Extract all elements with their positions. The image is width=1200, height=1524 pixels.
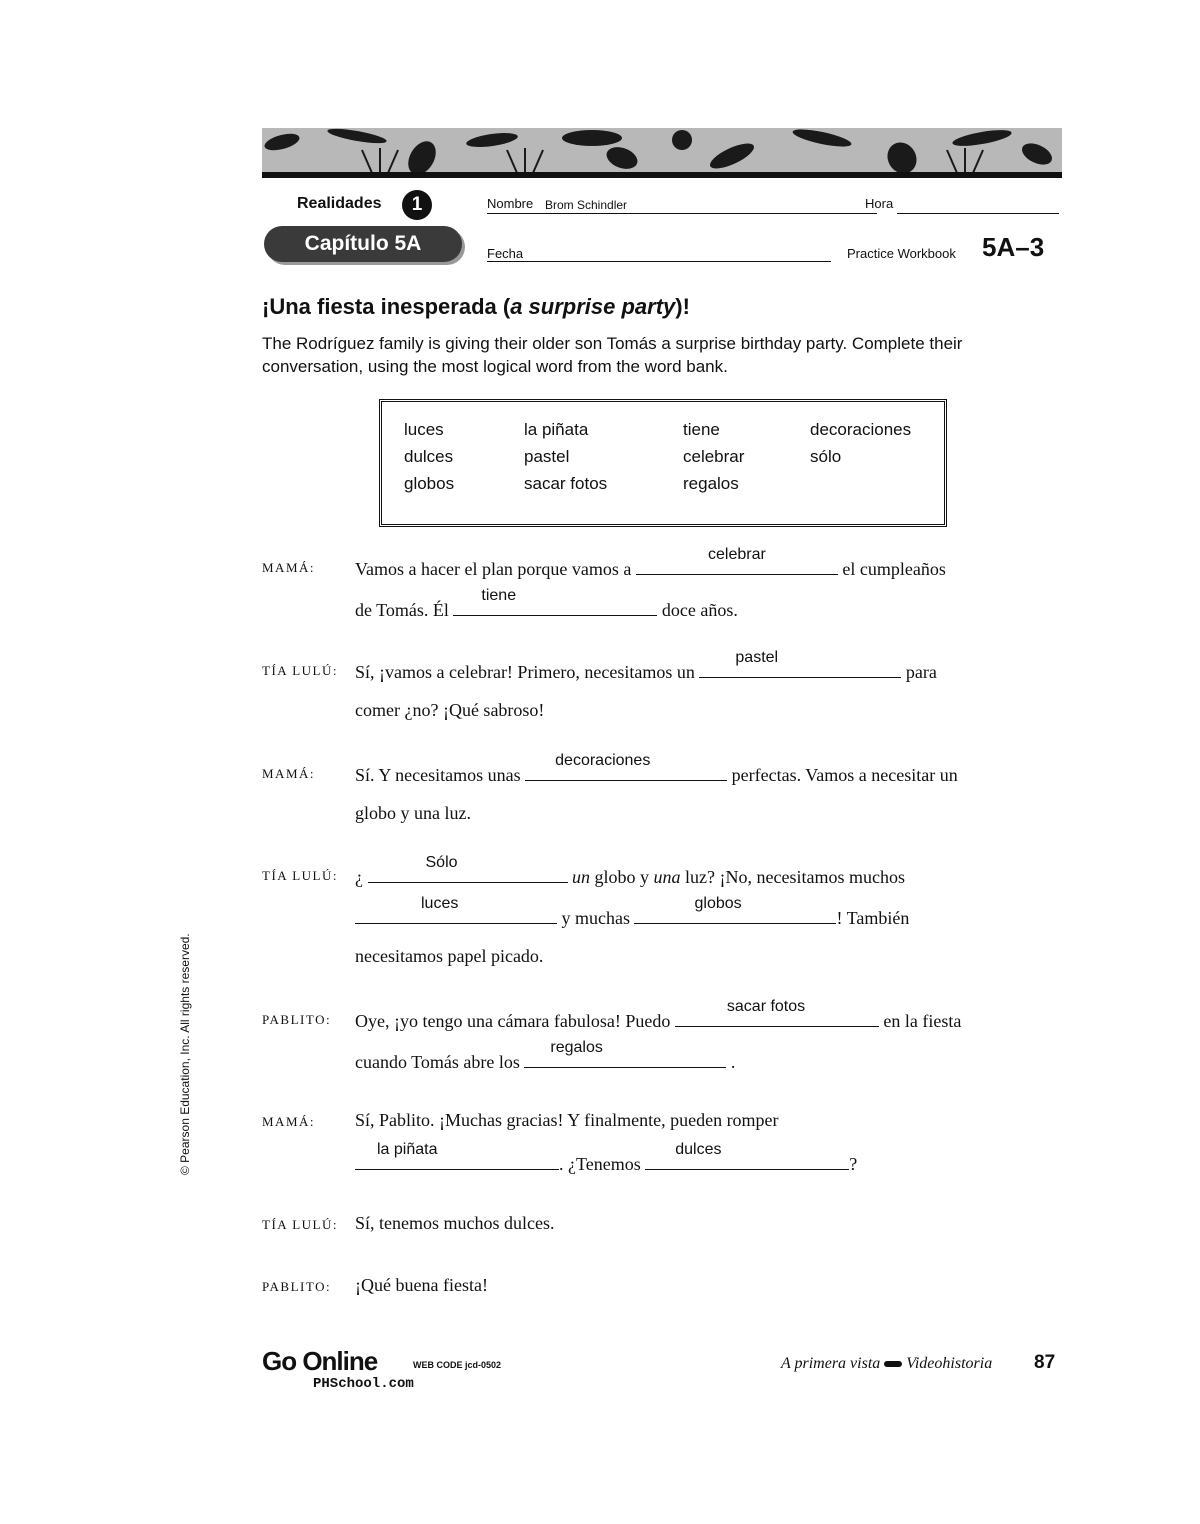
speaker-tia: TÍA LULÚ: [262, 1217, 338, 1232]
speaker-mama: MAMÁ: [262, 1114, 316, 1129]
dialogue-text: Sí. Y necesitamos unas [355, 765, 521, 785]
dialogue-line: ¡Qué buena fiesta! [355, 1275, 488, 1295]
answer-text: celebrar [708, 546, 766, 563]
answer-blank[interactable] [634, 895, 836, 924]
dialogue-line [355, 752, 958, 786]
answer-text: luces [421, 895, 459, 912]
dialogue-text: ¿ [355, 867, 363, 887]
bank-word: dulces [404, 447, 454, 466]
title-text: ¡Una fiesta inesperada ( [262, 294, 511, 319]
chapter-badge: Capítulo 5A [264, 226, 462, 262]
decorative-banner [262, 128, 1062, 178]
answer-blank[interactable] [355, 895, 557, 924]
answer-blank[interactable] [645, 1141, 849, 1170]
word-bank [379, 399, 947, 527]
answer-blank[interactable] [636, 546, 838, 575]
workbook-label: Practice Workbook [847, 246, 956, 261]
bank-word: sólo [810, 447, 842, 466]
answer-text: la piñata [377, 1141, 438, 1158]
dialogue-text: . [730, 1052, 736, 1072]
section-label: A primera vista [781, 1355, 881, 1372]
dialogue-text: cuando Tomás abre los [355, 1052, 520, 1072]
dialogue-line [355, 998, 962, 1032]
title-end: )! [675, 294, 690, 319]
bank-word: tiene [683, 420, 720, 439]
dialogue-text: . ¿Tenemos [559, 1154, 641, 1174]
speaker-pablito: PABLITO: [262, 1012, 332, 1027]
dialogue-line: globo y una luz. [355, 803, 471, 823]
page-title [262, 294, 690, 320]
hour-field[interactable] [897, 213, 1059, 214]
date-field[interactable] [487, 261, 831, 262]
dialogue-text: luz? ¡No, necesitamos muchos [685, 867, 905, 887]
dialogue-text: una [653, 867, 681, 887]
bank-word: celebrar [683, 447, 745, 466]
dialogue-line: Sí, Pablito. ¡Muchas gracias! Y finalmente, pueden romper [355, 1110, 779, 1130]
web-code: WEB CODE jcd-0502 [413, 1360, 502, 1370]
dialogue-line [355, 854, 905, 888]
dialogue-text: globo y [594, 867, 650, 887]
answer-blank[interactable] [453, 587, 657, 616]
instructions: The Rodríguez family is giving their older son Tomás a surprise birthday party. Complete their conversation, using the most logical word from the word bank. [262, 334, 963, 376]
dialogue-text: un [572, 867, 590, 887]
dialogue-text: de Tomás. Él [355, 600, 449, 620]
dialogue-text: el cumpleaños [842, 559, 946, 579]
dialogue-line [355, 649, 937, 683]
dialogue-line [355, 895, 910, 929]
dialogue-text: ? [849, 1154, 858, 1174]
separator-icon [884, 1361, 902, 1367]
site-link[interactable]: PHSchool.com [313, 1376, 414, 1392]
dialogue-line [355, 587, 738, 621]
answer-text: globos [694, 895, 742, 912]
answer-text: Sólo [425, 854, 458, 871]
speaker-tia: TÍA LULÚ: [262, 868, 338, 883]
dialogue-text: ! También [836, 908, 910, 928]
dialogue-line: necesitamos papel picado. [355, 946, 544, 966]
dialogue-line [355, 1039, 736, 1073]
page-number: 87 [1034, 1352, 1056, 1373]
dialogue-text: doce años. [661, 600, 738, 620]
dialogue-text: perfectas. Vamos a necesitar un [731, 765, 958, 785]
speaker-mama: MAMÁ: [262, 766, 316, 781]
answer-text: decoraciones [555, 752, 651, 769]
speaker-mama: MAMÁ: [262, 560, 316, 575]
dialogue-text: en la fiesta [883, 1011, 962, 1031]
bank-word: la piñata [524, 420, 589, 439]
series-label: Realidades [297, 195, 382, 212]
dialogue-line: comer ¿no? ¡Qué sabroso! [355, 700, 545, 720]
name-label: Nombre [487, 196, 534, 211]
workbook-code: 5A–3 [982, 232, 1045, 262]
bank-word: globos [404, 474, 455, 493]
hour-label: Hora [865, 196, 894, 211]
go-online-logo: Go Online [262, 1346, 378, 1376]
dialogue-text: Sí, ¡vamos a celebrar! Primero, necesitamos un [355, 662, 695, 682]
answer-text: pastel [735, 649, 779, 666]
answer-blank[interactable] [524, 1039, 726, 1068]
speaker-tia: TÍA LULÚ: [262, 663, 338, 678]
dialogue-text: para [905, 662, 937, 682]
answer-blank[interactable] [699, 649, 901, 678]
dialogue-line: Sí, tenemos muchos dulces. [355, 1213, 555, 1233]
date-label: Fecha [487, 246, 524, 261]
banner-divider [262, 172, 1062, 178]
footer-section [781, 1355, 992, 1373]
dialogue-text: Vamos a hacer el plan porque vamos a [355, 559, 632, 579]
title-italic: a surprise party [510, 294, 676, 319]
bank-word: pastel [524, 447, 570, 466]
dialogue-text: Oye, ¡yo tengo una cámara fabulosa! Puedo [355, 1011, 671, 1031]
answer-text: tiene [481, 587, 517, 604]
bank-word: decoraciones [810, 420, 912, 439]
level-badge: 1 [402, 190, 432, 220]
bank-word: regalos [683, 474, 739, 493]
dialogue-line [355, 1141, 858, 1175]
copyright-note: © Pearson Education, Inc. All rights reserved. [178, 933, 192, 1175]
dialogue-text: y muchas [561, 908, 630, 928]
answer-blank[interactable] [675, 998, 879, 1027]
answer-blank[interactable] [355, 1141, 559, 1170]
dialogue-line [355, 546, 946, 580]
subsection-label: Videohistoria [906, 1355, 993, 1372]
name-value: Brom Schindler [545, 198, 628, 212]
bank-word: sacar fotos [524, 474, 608, 493]
answer-text: regalos [550, 1039, 603, 1056]
bank-word: luces [404, 420, 444, 439]
answer-blank[interactable] [368, 854, 568, 883]
answer-text: dulces [675, 1141, 722, 1158]
answer-text: sacar fotos [726, 998, 806, 1015]
answer-blank[interactable] [525, 752, 727, 781]
leaf-pattern-icon [262, 128, 1062, 178]
speaker-pablito: PABLITO: [262, 1279, 332, 1294]
name-field[interactable] [487, 213, 877, 214]
